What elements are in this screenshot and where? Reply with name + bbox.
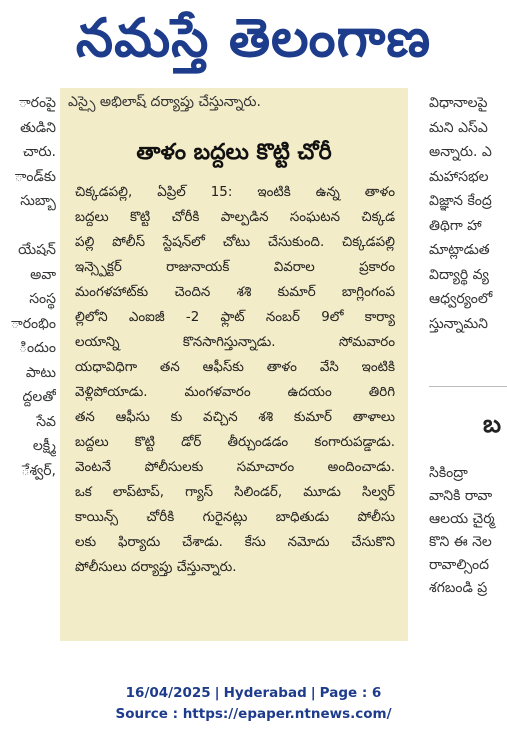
left-column-line: అవా xyxy=(30,266,56,283)
left-column-line: ద్దలతో xyxy=(22,389,56,405)
left-column-line: సేవ xyxy=(36,413,56,430)
footer-separator: | xyxy=(310,685,316,701)
article-body-line: లయాన్ని కొనసాగిస్తున్నాడు. సోమవారం xyxy=(75,335,395,350)
article-body-line: కాయిన్స్ చోరీకి గురైనట్లు బాధితుడు పోలీసు xyxy=(75,510,395,525)
article-body-line: ల్లిలోని ఎంఐజీ -2 ఫ్లాట్ నంబర్ 9లో కార్యా xyxy=(75,310,395,325)
left-column-line: సుబ్బా xyxy=(20,193,56,209)
left-column-line: చారు. xyxy=(22,144,56,160)
left-column-line: ిందుం xyxy=(18,340,56,356)
article-body-line: ఒక లాప్‌టాప్, గ్యాస్ సిలిండర్, మూడు సిల్వర్ xyxy=(75,485,395,500)
previous-article-tail: ఎస్సై అభిలాష్ దర్యాప్తు చేస్తున్నారు. xyxy=(68,94,261,110)
masthead xyxy=(0,0,507,80)
column-divider xyxy=(429,386,507,387)
newspaper-title: నమస్తే తెలంగాణ xyxy=(75,8,432,69)
left-column-line: లక్ష్మీ xyxy=(32,438,56,454)
article-body-line: వెంటనే పోలీసులకు సమాచారం అందించాడు. xyxy=(75,460,395,475)
right-column-line: కొని ఈ నెల xyxy=(429,534,492,550)
right-column-line: ఆలయ చైర్మ xyxy=(429,511,495,527)
footer-page: Page : 6 xyxy=(319,685,382,701)
article-body-line: మంగళహాట్‌కు చెందిన శశి కుమార్ బాగ్లింగంప xyxy=(75,285,395,300)
right-column-line: స్తున్నామని xyxy=(429,315,488,332)
article-clipping xyxy=(60,88,408,641)
article-body-line: బద్దలు కొట్టి చోరీకి పాల్పడిన సంఘటన చిక్కడ xyxy=(75,210,395,225)
article-body-line: వెళ్లిపోయాడు. మంగళవారం ఉదయం తిరిగి xyxy=(75,385,395,400)
article-body-line: తన ఆఫీసు కు వచ్చిన శశి కుమార్ తాళాలు xyxy=(75,410,395,425)
right-column-line: విద్యార్థి వ్య xyxy=(429,266,489,283)
next-article-heading: బ xyxy=(483,410,501,438)
article-body-line: పల్లి పోలీస్ స్టేషన్‌లో చోటు చేసుకుంది. చిక్కడపల్లి xyxy=(75,235,395,250)
right-column-line: మని ఎస్ఎ xyxy=(429,119,488,136)
right-column-fragment xyxy=(425,88,507,608)
article-body-line: చిక్కడపల్లి, ఏప్రిల్ 15: ఇంటికి ఉన్న తాళం xyxy=(75,185,395,200)
right-column-line: శగబండి ప్ర xyxy=(429,580,488,596)
left-column-line: సంస్థ xyxy=(29,291,56,307)
right-column-line: తిథిగా హా xyxy=(429,217,482,234)
article-body xyxy=(75,180,395,580)
left-column-line: ాండ్‌కు xyxy=(14,168,56,185)
footer-meta xyxy=(0,683,507,704)
right-column-line: విధానాలపై xyxy=(429,95,488,111)
right-column-line: వానికి రావా xyxy=(429,488,493,504)
footer-date: 16/04/2025 xyxy=(125,685,211,701)
left-column-line: ేశ్వర్, xyxy=(21,462,56,479)
left-column-fragment xyxy=(0,88,56,608)
left-column-line: ారంపై xyxy=(18,95,56,111)
article-headline: తాళం బద్దలు కొట్టి చోరీ xyxy=(136,140,332,165)
article-body-line: పోలీసులు దర్యాప్తు చేస్తున్నారు. xyxy=(75,560,237,575)
footer-source: Source : https://epaper.ntnews.com/ xyxy=(115,706,392,722)
left-column-line: యేషన్ xyxy=(18,242,56,258)
article-body-line: లకు ఫిర్యాదు చేశాడు. కేసు నమోదు చేసుకొని xyxy=(75,535,395,550)
right-column-line: అన్నారు. ఎ xyxy=(429,144,492,160)
article-body-line: యధావిధిగా తన ఆఫీస్‌కు తాళం వేసి ఇంటికి xyxy=(75,360,395,375)
left-column-line: ారంభిం xyxy=(10,315,56,332)
right-column-line: ఆధ్వర్యంలో xyxy=(429,291,493,307)
footer-city: Hyderabad xyxy=(223,685,307,701)
right-column-line: మాట్లాడుత xyxy=(429,242,490,258)
left-column-line: పాటు xyxy=(25,364,56,381)
right-column-line: రావాల్సింద xyxy=(429,557,489,573)
right-column-line: సికింద్రా xyxy=(429,465,468,481)
left-column-line: తుడిని xyxy=(20,119,56,136)
article-body-line: ఇన్స్పెక్టర్ రాజునాయక్ వివరాల ప్రకారం xyxy=(75,260,395,275)
footer-separator: | xyxy=(214,685,220,701)
footer xyxy=(0,683,507,725)
right-column-line: విజ్ఞాన కేంద్ర xyxy=(429,193,492,209)
right-column-line: మహాసభల xyxy=(429,168,489,185)
article-body-line: బద్దలు కొట్టి డోర్ తీర్చుండడం కంగారుపడ్డాడు. xyxy=(75,435,395,450)
